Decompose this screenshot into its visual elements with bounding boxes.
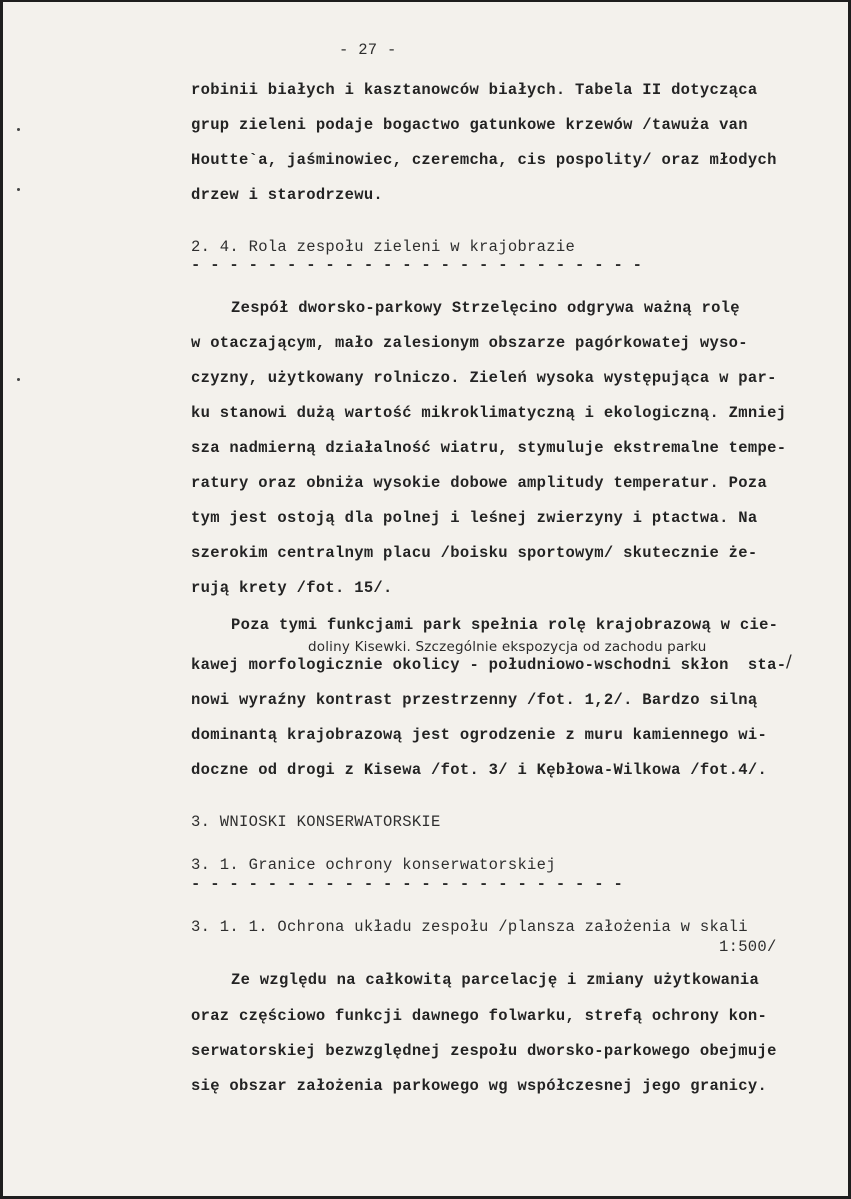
text-line: tym jest ostoją dla polnej i leśnej zwierzyny i ptactwa. Na [191, 509, 758, 527]
text-line: czyzny, użytkowany rolniczo. Zieleń wysoka występująca w par- [191, 369, 777, 387]
text-line: drzew i starodrzewu. [191, 186, 384, 204]
text-line: Zespół dworsko-parkowy Strzelęcino odgrywa ważną rolę [231, 299, 740, 317]
text-line: ratury oraz obniża wysokie dobowe amplitudy temperatur. Poza [191, 474, 768, 492]
section-heading-3: 3. WNIOSKI KONSERWATORSKIE [191, 813, 441, 831]
text-line: szerokim centralnym placu /boisku sportowym/ skutecznie że- [191, 544, 758, 562]
section-heading-2-4: 2. 4. Rola zespołu zieleni w krajobrazie [191, 238, 576, 256]
text-line: oraz częściowo funkcji dawnego folwarku, strefą ochrony kon- [191, 1007, 768, 1025]
text-line: dominantą krajobrazową jest ogrodzenie z muru kamiennego wi- [191, 726, 768, 744]
text-line: Ze względu na całkowitą parcelację i zmiany użytkowania [231, 971, 760, 989]
text-line: sza nadmierną działalność wiatru, stymuluje ekstremalne tempe- [191, 439, 787, 457]
text-line: serwatorskiej bezwzględnej zespołu dworsko-parkowego obejmuje [191, 1042, 777, 1060]
text-line: się obszar założenia parkowego wg współczesnej jego granicy. [191, 1077, 768, 1095]
page-number: - 27 - [339, 41, 397, 59]
section-heading-3-1-1: 3. 1. 1. Ochrona układu zespołu /plansza założenia w skali [191, 918, 748, 936]
text-line: Houtte`a, jaśminowiec, czeremcha, cis pospolity/ oraz młodych [191, 151, 777, 169]
insertion-caret: / [786, 652, 792, 672]
handwritten-insert: doliny Kisewki. Szczególnie ekspozycja od zachodu parku [308, 639, 707, 655]
text-line: grup zieleni podaje bogactwo gatunkowe krzewów /tawuża van [191, 116, 748, 134]
text-line: nowi wyraźny kontrast przestrzenny /fot. 1,2/. Bardzo silną [191, 691, 758, 709]
heading-underline: - - - - - - - - - - - - - - - - - - - - - - - [191, 875, 624, 893]
text-line: robinii białych i kasztanowców białych. Tabela II dotycząca [191, 81, 758, 99]
text-line: w otaczającym, mało zalesionym obszarze pagórkowatej wyso- [191, 334, 748, 352]
heading-underline: - - - - - - - - - - - - - - - - - - - - - - - - [191, 256, 643, 274]
margin-dot [17, 128, 20, 131]
text-line: ku stanowi dużą wartość mikroklimatyczną i ekologiczną. Zmniej [191, 404, 787, 422]
scale-note: 1:500/ [719, 938, 777, 956]
margin-dot [17, 188, 20, 191]
section-heading-3-1: 3. 1. Granice ochrony konserwatorskiej [191, 856, 556, 874]
text-line: doczne od drogi z Kisewa /fot. 3/ i Kębłowa-Wilkowa /fot.4/. [191, 761, 768, 779]
margin-dot [17, 378, 20, 381]
text-line: Poza tymi funkcjami park spełnia rolę krajobrazową w cie- [231, 616, 779, 634]
text-line: kawej morfologicznie okolicy - południowo-wschodni skłon sta- [191, 656, 787, 674]
text-line: rują krety /fot. 15/. [191, 579, 393, 597]
